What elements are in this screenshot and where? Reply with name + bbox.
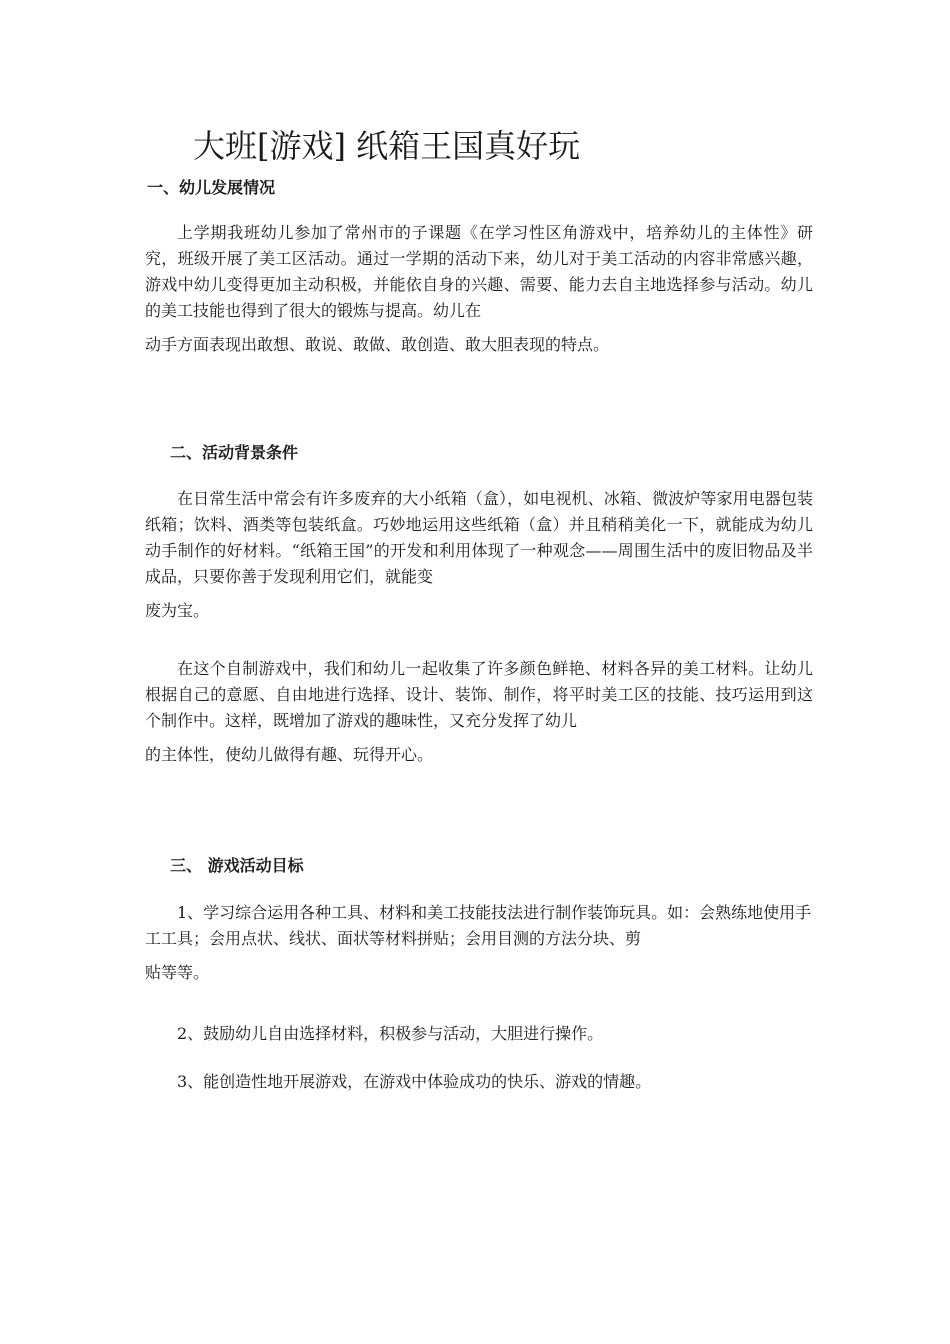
paragraph-text: 上学期我班幼儿参加了常州市的子课题《在学习性区角游戏中，培养幼儿的主体性》研究，班级开展了美工区活动。通过一学期的活动下来，幼儿对于美工活动的内容非常感兴趣，游戏中幼儿变得更加主动积极，并能依自身的兴趣、需要、能力去自主地选择参与活动。幼儿的美工技能也得到了很大的锻炼与提高。幼儿在 [145,223,813,320]
goal-item-text: 3、能创造性地开展游戏，在游戏中体验成功的快乐、游戏的情趣。 [177,1072,652,1091]
section-heading-goals: 三、 游戏活动目标 [170,856,304,875]
paragraph-text: 在日常生活中常会有许多废弃的大小纸箱（盒），如电视机、冰箱、微波炉等家用电器包装纸箱；饮料、酒类等包装纸盒。巧妙地运用这些纸箱（盒）并且稍稍美化一下，就能成为幼儿动手制作的好材料。“纸箱王国”的开发和利用体现了一种观念——周围生活中的废旧物品及半成品，只要你善于发现利用它们，就能变 [145,489,813,586]
paragraph-text: 在这个自制游戏中，我们和幼儿一起收集了许多颜色鲜艳、材料各异的美工材料。让幼儿根据自己的意愿、自由地进行选择、设计、装饰、制作，将平时美工区的技能、技巧运用到这个制作中。这样，既增加了游戏的趣味性，又充分发挥了幼儿 [145,659,813,730]
goal-item-text: 2、鼓励幼儿自由选择材料，积极参与活动，大胆进行操作。 [177,1024,604,1043]
paragraph-text-tail: 废为宝。 [145,601,210,620]
goal-item-1 [145,900,813,986]
goal-item-text-tail: 贴等等。 [145,963,210,982]
section-heading-development: 一、幼儿发展情况 [147,178,276,197]
paragraph-text-tail: 的主体性，使幼儿做得有趣、玩得开心。 [145,745,434,764]
document-title: 大班[游戏] 纸箱王国真好玩 [193,127,581,165]
paragraph-background-1 [145,486,813,624]
section-heading-background: 二、活动背景条件 [170,443,299,462]
paragraph-background-2 [145,656,813,768]
goal-item-text: 1、学习综合运用各种工具、材料和美工技能技法进行制作装饰玩具。如：会熟练地使用手工工具；会用点状、线状、面状等材料拼贴；会用目测的方法分块、剪 [145,903,812,948]
paragraph-text-tail: 动手方面表现出敢想、敢说、敢做、敢创造、敢大胆表现的特点。 [145,335,610,354]
goal-item-2 [145,1021,813,1047]
paragraph-development [145,220,813,358]
goal-item-3 [145,1069,813,1095]
